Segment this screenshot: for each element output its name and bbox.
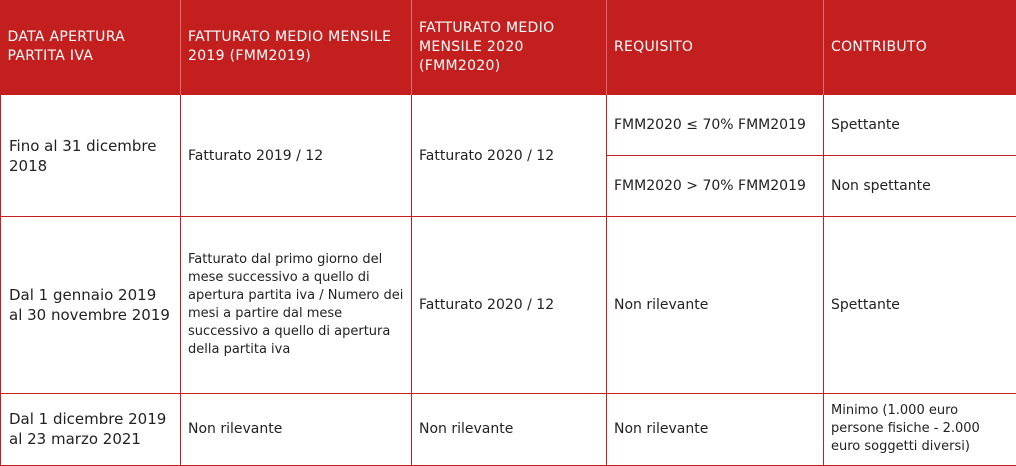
cell-fmm2019: Fatturato 2019 / 12 xyxy=(181,95,412,217)
cell-fmm2020: Non rilevante xyxy=(412,393,607,465)
cell-fmm2020: Fatturato 2020 / 12 xyxy=(412,95,607,217)
cell-contributo: Spettante xyxy=(824,95,1016,156)
header-data-apertura: DATA APERTURA PARTITA IVA xyxy=(1,0,181,95)
cell-fmm2020: Fatturato 2020 / 12 xyxy=(412,217,607,393)
cell-date: Dal 1 dicembre 2019 al 23 marzo 2021 xyxy=(1,393,181,465)
cell-requisito: FMM2020 > 70% FMM2019 xyxy=(607,156,824,217)
cell-fmm2019: Fatturato dal primo giorno del mese successivo a quello di apertura partita iva / Numero dei mesi a partire dal mese successivo a quello di apertura della partita iva xyxy=(181,217,412,393)
header-row xyxy=(1,0,1016,95)
cell-contributo: Non spettante xyxy=(824,156,1016,217)
cell-contributo: Spettante xyxy=(824,217,1016,393)
table-row xyxy=(1,95,1016,156)
cell-contributo: Minimo (1.000 euro persone fisiche - 2.000 euro soggetti diversi) xyxy=(824,393,1016,465)
header-fmm2019: FATTURATO MEDIO MENSILE 2019 (FMM2019) xyxy=(181,0,412,95)
cell-requisito: Non rilevante xyxy=(607,393,824,465)
table-row xyxy=(1,393,1016,465)
cell-date: Fino al 31 dicembre 2018 xyxy=(1,95,181,217)
header-fmm2020: FATTURATO MEDIO MENSILE 2020 (FMM2020) xyxy=(412,0,607,95)
header-requisito: REQUISITO xyxy=(607,0,824,95)
cell-requisito: FMM2020 ≤ 70% FMM2019 xyxy=(607,95,824,156)
header-contributo: CONTRIBUTO xyxy=(824,0,1016,95)
cell-fmm2019: Non rilevante xyxy=(181,393,412,465)
cell-requisito: Non rilevante xyxy=(607,217,824,393)
cell-date: Dal 1 gennaio 2019 al 30 novembre 2019 xyxy=(1,217,181,393)
table-row xyxy=(1,217,1016,393)
